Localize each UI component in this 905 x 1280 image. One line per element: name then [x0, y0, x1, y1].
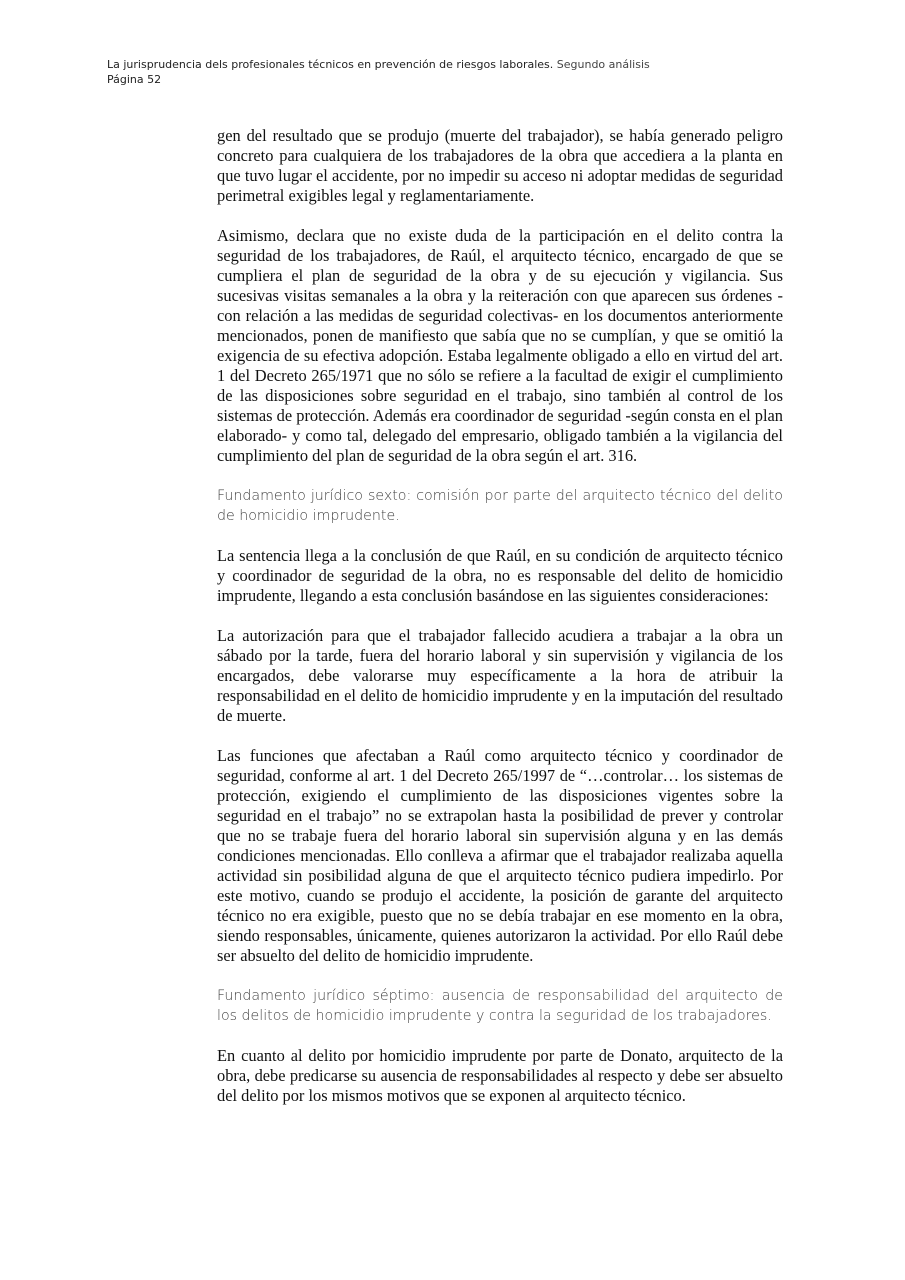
- body-text: [217, 126, 783, 1126]
- paragraph-3: La sentencia llega a la conclusión de que Raúl, en su condición de arquitecto técnico y coordinador de seguridad de la obra, no es responsable del delito de homicidio imprudente, llegando a esta conclusión basándose en las siguientes consideraciones:: [217, 546, 783, 605]
- paragraph-4: La autorización para que el trabajador fallecido acudiera a trabajar a la obra un sábado por la tarde, fuera del horario laboral y sin supervisión y vigilancia de los encargados, debe valorarse muy específicamente a la hora de atribuir la responsabilidad en el delito de homicidio imprudente y en la imputación del resultado de muerte.: [217, 626, 783, 725]
- paragraph-6: En cuanto al delito por homicidio imprudente por parte de Donato, arquitecto de la obra, debe predicarse su ausencia de responsabilidades al respecto y debe ser absuelto del delito por los mismos motivos que se exponen al arquitecto técnico.: [217, 1046, 783, 1105]
- paragraph-5: Las funciones que afectaban a Raúl como arquitecto técnico y coordinador de seguridad, conforme al art. 1 del Decreto 265/1997 de “…controlar… los sistemas de protección, exigiendo el cumplimiento de las disposiciones vigentes sobre la seguridad en el trabajo” no se extrapolan hasta la posibilidad de prever y controlar que no se trabaje fuera del horario laboral sin supervisión alguna y en las demás condiciones mencionadas. Ello conlleva a afirmar que el trabajador realizaba aquella actividad sin posibilidad alguna de que el arquitecto técnico pudiera impedirlo. Por este motivo, cuando se produjo el accidente, la posición de garante del arquitecto técnico no era exigible, puesto que no se debía trabajar en ese momento en la obra, siendo responsables, únicamente, quienes autorizaron la actividad. Por ello Raúl debe ser absuelto del delito de homicidio imprudente.: [217, 746, 783, 965]
- section-heading-sexto: Fundamento jurídico sexto: comisión por parte del arquitecto técnico del delito de homicidio imprudente.: [217, 488, 783, 524]
- document-title: La jurisprudencia dels profesionales técnicos en prevención de riesgos laborales.: [107, 58, 554, 71]
- paragraph-2: Asimismo, declara que no existe duda de la participación en el delito contra la seguridad de los trabajadores, de Raúl, el arquitecto técnico, encargado de que se cumpliera el plan de seguridad de la obra y de su ejecución y vigilancia. Sus sucesivas visitas semanales a la obra y la reiteración con que aparecen sus órdenes -con relación a las medidas de seguridad colectivas- en los documentos anteriormente mencionados, ponen de manifiesto que sabía que no se cumplían, y que se omitió la exigencia de su efectiva adopción. Estaba legalmente obligado a ello en virtud del art. 1 del Decreto 265/1971 que no sólo se refiere a la facultad de exigir el cumplimiento de las disposiciones sobre seguridad en el trabajo, sino también al control de los sistemas de protección. Además era coordinador de seguridad -según consta en el plan elaborado- y como tal, delegado del empresario, obligado también a la vigilancia del cumplimiento del plan de seguridad de la obra según el art. 316.: [217, 226, 783, 465]
- document-subtitle: Segundo análisis: [556, 58, 650, 71]
- running-title: [107, 57, 807, 72]
- paragraph-1: gen del resultado que se produjo (muerte del trabajador), se había generado peligro concreto para cualquiera de los trabajadores de la obra que accediera a la planta en que tuvo lugar el accidente, por no impedir su acceso ni adoptar medidas de seguridad perimetral exigibles legal y reglamentariamente.: [217, 126, 783, 205]
- page-header: [107, 57, 807, 87]
- page-number: Página 52: [107, 73, 162, 86]
- section-heading-septimo: Fundamento jurídico séptimo: ausencia de responsabilidad del arquitecto de los delitos de homicidio imprudente y contra la seguridad de los trabajadores.: [217, 988, 783, 1024]
